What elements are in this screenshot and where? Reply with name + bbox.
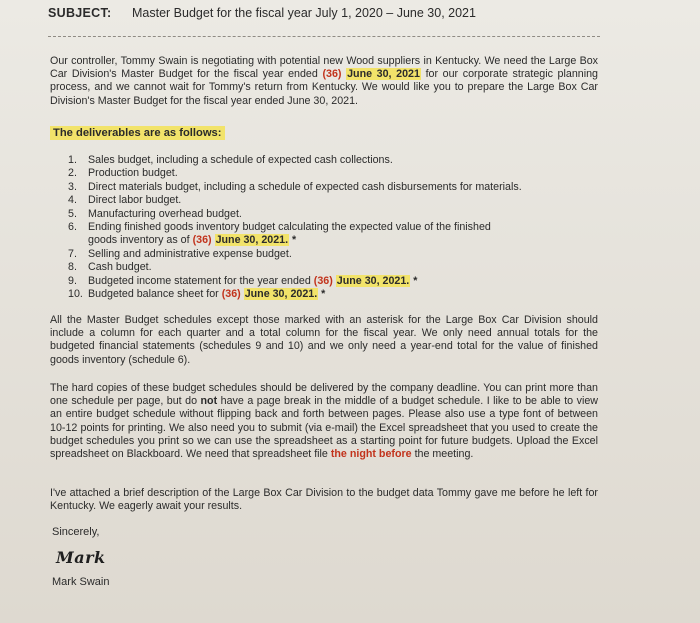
- intro-date: June 30, 2021: [347, 68, 420, 81]
- deliverables-list: [68, 154, 588, 301]
- list-item: 2. Production budget.: [68, 167, 178, 180]
- intro-text-2: for our corporate strategic planning process, and we cannot wait for Tommy's return from Kentucky. We would like you to prepare the Large Box Car Division's Master Budget for the fiscal year ended June 30, 2021.: [50, 68, 598, 107]
- closing-paragraph: I've attached a brief description of the Large Box Car Division to the budget data Tommy gave me before he left for Kentucky. We eagerly await your results.: [50, 487, 598, 513]
- list-item: 6. Ending finished goods inventory budget calculating the expected value of the finished: [68, 221, 491, 234]
- list-item: 4. Direct labor budget.: [68, 194, 182, 207]
- list-item-continuation: goods inventory as of (36) June 30, 2021. *: [88, 234, 297, 247]
- closing-salutation: Sincerely,: [52, 526, 100, 538]
- signature: Mark: [56, 548, 106, 567]
- list-item: 8. Cash budget.: [68, 261, 152, 274]
- subject-label: SUBJECT:: [48, 6, 112, 20]
- intro-text-1: Our controller, Tommy Swain is negotiating with potential new Wood suppliers in Kentucky. We need the Large Box Car Division's Master Budget for the fiscal year ended: [50, 55, 598, 81]
- subject-row: [48, 3, 688, 23]
- list-item: 5. Manufacturing overhead budget.: [68, 207, 242, 220]
- subject-text: Master Budget for the fiscal year July 1, 2020 – June 30, 2021: [132, 6, 476, 20]
- list-item: 7. Selling and administrative expense budget.: [68, 247, 292, 260]
- list-item: 3. Direct materials budget, including a schedule of expected cash disbursements for materials.: [68, 180, 522, 193]
- intro-paragraph: [50, 55, 598, 108]
- list-item: 9. Budgeted income statement for the year ended (36) June 30, 2021. *: [68, 274, 418, 287]
- intro-code: (36): [322, 68, 342, 81]
- list-item: 1. Sales budget, including a schedule of expected cash collections.: [68, 154, 393, 166]
- deliverables-heading: The deliverables are as follows:: [50, 126, 225, 140]
- schedules-paragraph: All the Master Budget schedules except those marked with an asterisk for the Large Box Car Division should include a column for each quarter and a total column for the fiscal year. We only need annual totals for the budgeted financial statements (schedules 9 and 10) and we only need a year-end total for the value of finished goods inventory (schedule 6).: [50, 314, 598, 366]
- list-item: 10. Budgeted balance sheet for (36) June 30, 2021. *: [68, 288, 326, 301]
- delivery-paragraph: The hard copies of these budget schedules should be delivered by the company deadline. You can print more than one schedule per page, but do not have a page break in the middle of a budget schedule. I like to be able to view an entire budget schedule without flipping back and forth between pages. Please also use a type font of between 10-12 points for printing. We also need you to submit (via e-mail) the Excel spreadsheet that you used to create the budget schedules you print so we can use the spreadsheet as a starting point for future budgets. Upload the Excel spreadsheet on Blackboard. We need that spreadsheet file the night before the meeting.: [50, 382, 598, 461]
- signer-name: Mark Swain: [52, 576, 110, 588]
- divider: [48, 36, 600, 37]
